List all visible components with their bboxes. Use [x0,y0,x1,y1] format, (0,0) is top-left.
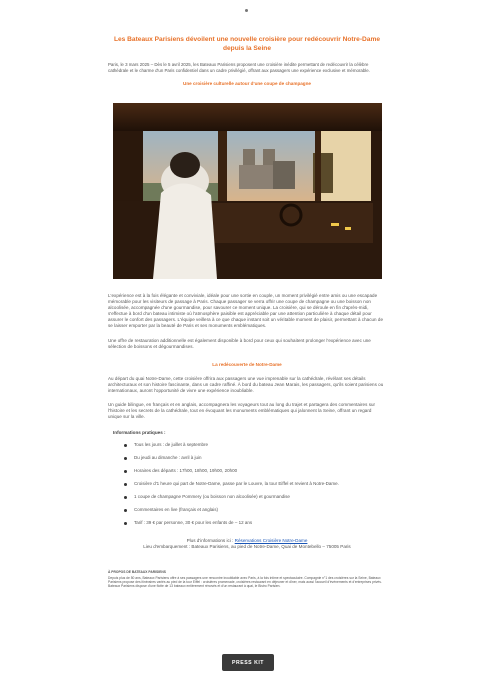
more-info-prefix: Plus d'informations ici : [186,538,235,544]
section2-paragraph-1: Au départ du quai Notre-Dame, cette croisière offrira aux passagers une vue imprenable sur la cathédrale, révélant ses détails architecturaux et son histoire fascinante, dans un cadre raffiné. À bord du bateau Jean Marais, les passagers, qu'ils soient parisiens ou internationaux, auront l'opportunité de vivre une expérience inoubliable. [108,375,384,393]
info-item-text: Horaires des départs : 17h00, 18h00, 19h00, 20h00 [134,468,238,474]
bullet-icon [124,444,127,447]
about-text: Depuis plus de 50 ans, Bateaux Parisiens offre à ses passagers une rencontre inoubliable avec Paris, à la fois intime et spectaculaire. Compagnie n°1 des croisières sur la Seine, Bateaux Parisiens propose des itinéraires variés au pied de la tour Eiffel : croisières promenade, croisières restaurant en déjeuner et dîner, mais aussi l'accueil d'événements et d'entreprises privés. Bateaux Parisiens dispose d'une flotte de 13 bateaux entièrement rénovés et d'un restaurant à quai, le Bistro Parisien. [108,575,382,589]
boarding-location: Lieu d'embarquement : Bateaux Parisiens, au pied de Notre-Dame, Quai de Montebello – 75005 Paris [143,544,351,550]
info-item-text: Tarif : 39 € par personne, 30 € pour les enfants de – 12 ans [134,520,253,526]
about-section [108,570,386,588]
section2-paragraph-2: Un guide bilingue, en français et en anglais, accompagnera les voyageurs tout au long du trajet et partagera des commentaires sur l'histoire et les secrets de la cathédrale, tout en évoquant les monuments emblématiques qui jalonnent la Seine, offrant un regard unique sur la ville. [108,402,376,420]
top-dot [245,9,248,12]
lead-paragraph: Paris, le 3 mars 2025 – Dès le 5 avril 2025, les Bateaux Parisiens proposent une croisière inédite permettant de redécouvrir la célèbre cathédrale et le charme d'un Paris confidentiel dans un cadre privilégié, offrant aux passagers une expérience exclusive et mémorable. [108,62,370,73]
list-item [124,520,386,526]
bullet-icon [124,509,127,512]
bullet-icon [124,457,127,460]
body-paragraph-1: L'expérience est à la fois élégante et conviviale, idéale pour une sortie en couple, un moment privilégié entre amis ou une escapade mémorable pour les visiteurs de passage à Paris. Chaque passager se verra offrir une coupe de champagne ou une boisson non alcoolisée, accompagnée d'une gourmandise, pour savourer ce moment unique. La croisière, qui se déroule en fin d'après-midi, s'effectue à bord d'un bateau intimiste où l'atmosphère paisible est appréciable par une attention particulière à chaque détail pour assurer le confort des passagers. L'équipe veillera à ce que chaque instant soit un véritable moment de plaisir, permettant à chacun de se laisser emporter par la beauté de Paris et ses monuments emblématiques. [108,293,384,329]
more-info [108,538,386,550]
info-item-text: Du jeudi au dimanche : avril à juin [134,455,202,461]
list-item [124,507,386,513]
section-title-notre-dame: La redécouverte de Notre-Dame [212,361,282,367]
cruise-photo [113,103,382,279]
about-title: À PROPOS DE BATEAUX PARISIENS [108,570,166,575]
bullet-icon [124,483,127,486]
list-item [124,468,386,474]
list-item [124,455,386,461]
cruise-photo-illustration [113,103,382,279]
list-item [124,481,386,487]
info-list [108,442,386,526]
press-kit-button[interactable]: PRESS KIT [222,654,274,671]
info-title: Informations pratiques : [113,430,166,436]
info-item-text: Tous les jours : de juillet à septembre [134,442,209,448]
info-item-text: Croisière d'1 heure qui part de Notre-Dame, passe par le Louvre, la tour Eiffel et revient à Notre-Dame. [134,481,339,487]
section-subtitle: Une croisière culturelle autour d'une coupe de champagne [183,81,311,86]
info-item-text: Commentaires en live (français et anglais) [134,507,219,513]
bullet-icon [124,522,127,525]
body-paragraph-2: Une offre de restauration additionnelle est également disponible à bord pour ceux qui souhaitent prolonger l'expérience avec une sélection de boissons et dégourmandises. [108,337,371,349]
reservation-link[interactable]: Réservations Croisière Notre-Dame [234,538,308,544]
list-item [124,442,386,448]
press-release [108,36,386,589]
page-title: Les Bateaux Parisiens dévoilent une nouvelle croisière pour redécouvrir Notre-Dame depuis la Seine [113,36,381,52]
bullet-icon [124,470,127,473]
list-item [124,494,386,500]
info-item-text: 1 coupe de champagne Pommery (ou boisson non alcoolisée) et gourmandise [134,494,290,500]
bullet-icon [124,496,127,499]
